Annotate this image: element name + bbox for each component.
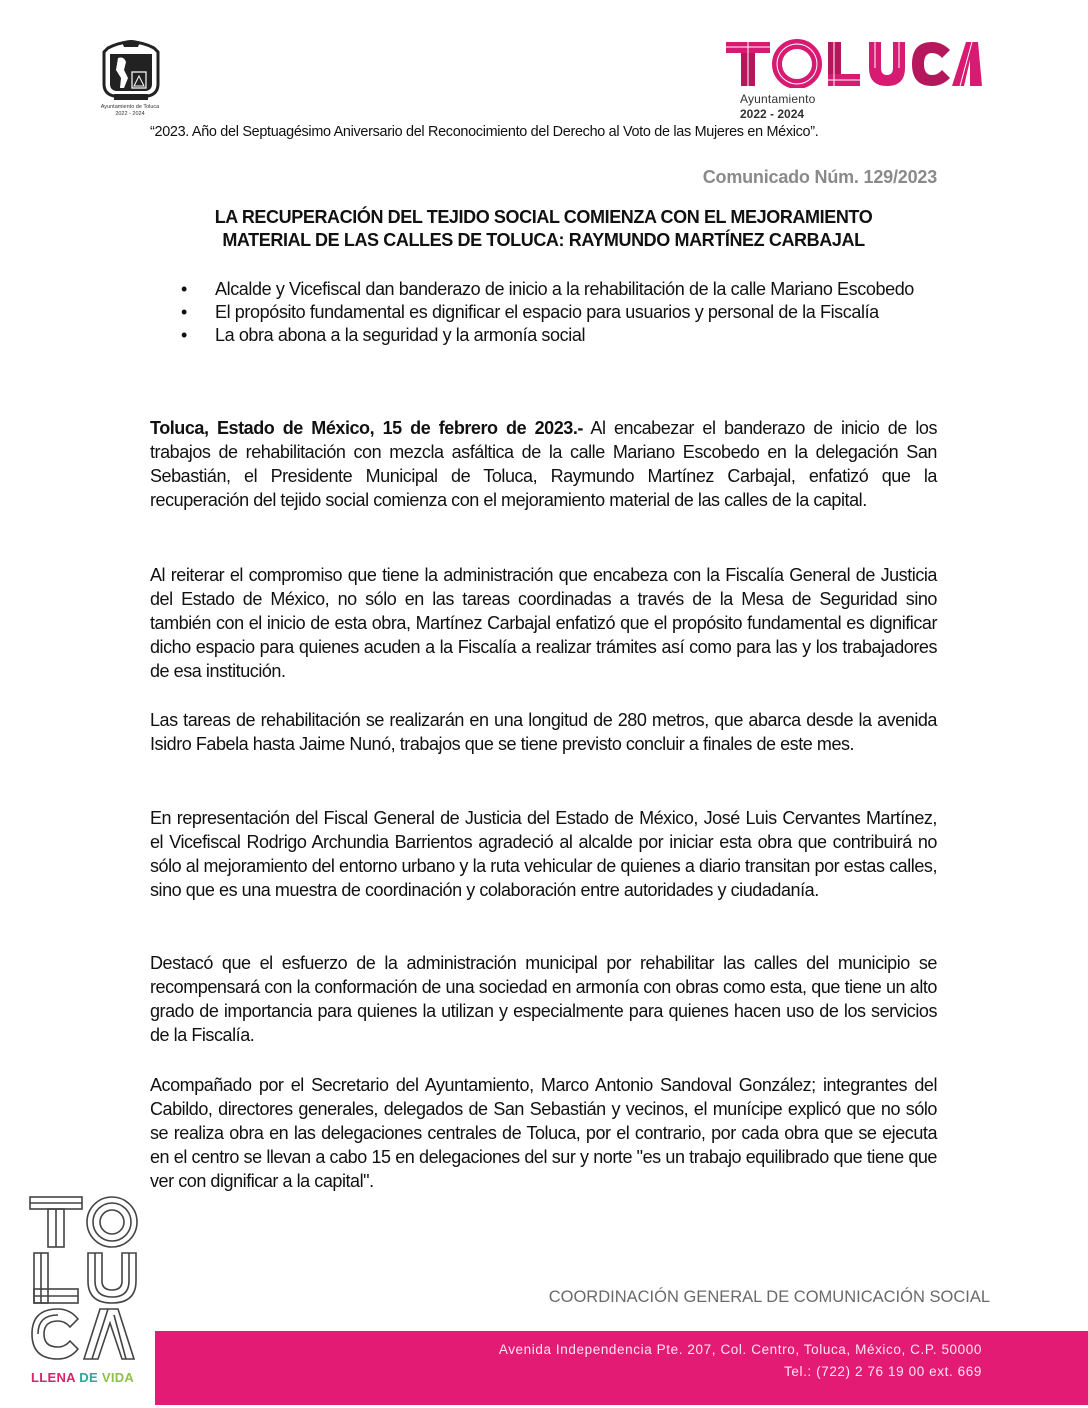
highlight-item [150, 278, 940, 301]
toluca-outline-logo [26, 1193, 146, 1363]
slogan [31, 1370, 134, 1385]
headline [150, 206, 937, 252]
year-motto: “2023. Año del Septuagésimo Aniversario del Reconocimiento del Derecho al Voto de las Mujeres en México”. [150, 124, 819, 140]
logo-subtitle: Ayuntamiento [740, 92, 816, 106]
toluca-brand-logo [724, 38, 984, 88]
bullet-icon: • [181, 325, 187, 345]
highlight-text: El propósito fundamental es dignificar el espacio para usuarios y personal de la Fiscalía [215, 302, 879, 322]
headline-line: LA RECUPERACIÓN DEL TEJIDO SOCIAL COMIENZA CON EL MEJORAMIENTO [214, 207, 873, 227]
logo-years: 2022 - 2024 [740, 107, 805, 121]
footer-phone: Tel.: (722) 2 76 19 00 ext. 669 [784, 1364, 982, 1379]
highlights-list [150, 278, 940, 347]
seal-caption-line: Ayuntamiento de Toluca [100, 104, 160, 110]
body-paragraph: Destacó que el esfuerzo de la administración municipal por rehabilitar las calles del municipio se recompensará con la conformación de una sociedad en armonía con obras como esta, que tiene un alto grado de importancia para quienes la utilizan y especialmente para quienes hacen uso de los servicios de la Fiscalía. [150, 953, 937, 1045]
slogan-word: LLENA [31, 1370, 80, 1385]
highlight-item [150, 301, 940, 324]
body-paragraph: Las tareas de rehabilitación se realizarán en una longitud de 280 metros, que abarca desde la avenida Isidro Fabela hasta Jaime Nunó, trabajos que se tiene previsto concluir a finales de este mes. [150, 710, 937, 754]
seal-caption [80, 104, 180, 118]
paragraph-text: Al encabezar el banderazo de inicio de los trabajos de rehabilitación con mezcla asfáltica de la calle Mariano Escobedo en la delegación San Sebastián, el Presidente Municipal de Toluca, Raymundo Martínez Carbajal, enfatizó que la recuperación del tejido social comienza con el mejoramiento material de las calles de la capital. [150, 418, 937, 510]
body-paragraph: Acompañado por el Secretario del Ayuntamiento, Marco Antonio Sandoval González; integrantes del Cabildo, directores generales, delegados de San Sebastián y vecinos, el munícipe explicó que no sólo se realiza obra en las delegaciones centrales de Toluca, por el contrario, por cada obra que se ejecuta en el centro se llevan a cabo 15 en delegaciones del sur y norte "es un trabajo equilibrado que tiene que ver con dignificar a la capital". [150, 1075, 937, 1191]
bullet-icon: • [181, 302, 187, 322]
highlight-text: Alcalde y Vicefiscal dan banderazo de inicio a la rehabilitación de la calle Mariano Escobedo [215, 279, 914, 299]
body-paragraph [150, 416, 937, 512]
dateline: Toluca, Estado de México, 15 de febrero de 2023.- [150, 418, 583, 438]
body-paragraph: Al reiterar el compromiso que tiene la administración que encabeza con la Fiscalía General de Justicia del Estado de México, no sólo en las tareas coordinadas a través de la Mesa de Seguridad sino también con el inicio de esta obra, Martínez Carbajal enfatizó que el propósito fundamental es dignificar dicho espacio para quienes acuden a la Fiscalía a realizar trámites así como para las y los trabajadores de esa institución. [150, 565, 937, 681]
department-name: COORDINACIÓN GENERAL DE COMUNICACIÓN SOCIAL [548, 1288, 990, 1306]
slogan-word: VIDA [101, 1370, 135, 1385]
headline-line: MATERIAL DE LAS CALLES DE TOLUCA: RAYMUNDO MARTÍNEZ CARBAJAL [222, 230, 865, 250]
slogan-word: DE [79, 1370, 102, 1385]
bullet-icon: • [181, 279, 187, 299]
body-paragraph: En representación del Fiscal General de Justicia del Estado de México, José Luis Cervantes Martínez, el Vicefiscal Rodrigo Archundia Barrientos agradeció al alcalde por iniciar esta obra que contribuirá no sólo al mejoramiento del entorno urbano y la ruta vehicular de quienes a diario transitan por estas calles, sino que es una muestra de coordinación y colaboración entre autoridades y ciudadanía. [150, 808, 937, 900]
highlight-text: La obra abona a la seguridad y la armonía social [215, 325, 586, 345]
seal-caption-years: 2022 - 2024 [115, 111, 145, 117]
highlight-item [150, 324, 940, 347]
footer-address: Avenida Independencia Pte. 207, Col. Centro, Toluca, México, C.P. 50000 [498, 1342, 982, 1357]
press-release-number: Comunicado Núm. 129/2023 [702, 167, 937, 187]
